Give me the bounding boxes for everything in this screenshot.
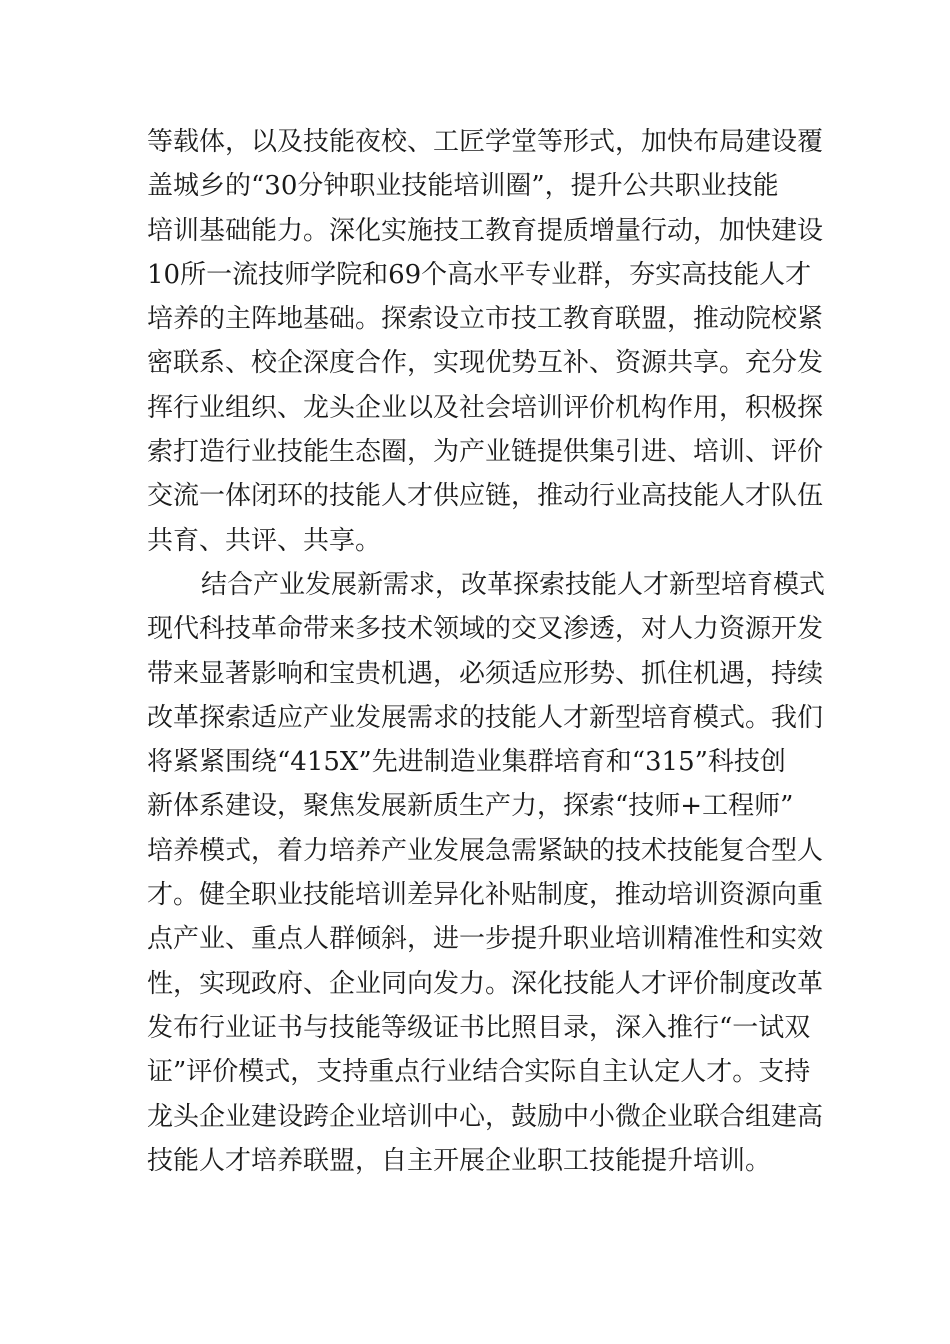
text-line: 发布行业证书与技能等级证书比照目录，深入推行“一试双: [147, 1012, 811, 1043]
text-line: 将紧紧围绕“415X”先进制造业集群培育和“315”科技创: [147, 747, 786, 778]
text-line: 盖城乡的“30分钟职业技能培训圈”，提升公共职业技能: [147, 171, 779, 202]
text-line: 培养的主阵地基础。探索设立市技工教育联盟，推动院校紧: [147, 304, 824, 335]
text-line: 挥行业组织、龙头企业以及社会培训评价机构作用，积极探: [147, 392, 824, 423]
body-text: [147, 120, 827, 1183]
text-line: 性，实现政府、企业同向发力。深化技能人才评价制度改革: [147, 968, 824, 999]
text-line: 技能人才培养联盟，自主开展企业职工技能提升培训。: [147, 1145, 772, 1176]
text-line: 培训基础能力。深化实施技工教育提质增量行动，加快建设: [147, 215, 824, 246]
text-line: 密联系、校企深度合作，实现优势互补、资源共享。充分发: [147, 348, 824, 379]
paragraph-heading-line: 结合产业发展新需求，改革探索技能人才新型培育模式: [201, 569, 826, 600]
text-line: 10所一流技师学院和69个高水平专业群，夯实高技能人才: [147, 259, 812, 290]
text-line: 共育、共评、共享。: [147, 525, 382, 556]
text-line: 培养模式，着力培养产业发展急需紧缺的技术技能复合型人: [147, 835, 824, 866]
text-line: 现代科技革命带来多技术领域的交叉渗透，对人力资源开发: [147, 614, 824, 645]
text-line: 等载体，以及技能夜校、工匠学堂等形式，加快布局建设覆: [147, 127, 824, 157]
text-line: 才。健全职业技能培训差异化补贴制度，推动培训资源向重: [147, 880, 824, 911]
text-line: 新体系建设，聚焦发展新质生产力，探索“技师+工程师”: [147, 791, 794, 822]
text-line: 带来显著影响和宝贵机遇，必须适应形势、抓住机遇，持续: [147, 658, 824, 689]
text-line: 证”评价模式，支持重点行业结合实际自主认定人才。支持: [147, 1057, 811, 1088]
text-line: 索打造行业技能生态圈，为产业链提供集引进、培训、评价: [147, 437, 824, 468]
text-line: 交流一体闭环的技能人才供应链，推动行业高技能人才队伍: [147, 481, 824, 512]
text-line: 改革探索适应产业发展需求的技能人才新型培育模式。我们: [147, 702, 824, 733]
text-line: 点产业、重点人群倾斜，进一步提升职业培训精准性和实效: [147, 924, 824, 955]
text-line: 龙头企业建设跨企业培训中心，鼓励中小微企业联合组建高: [147, 1101, 824, 1132]
